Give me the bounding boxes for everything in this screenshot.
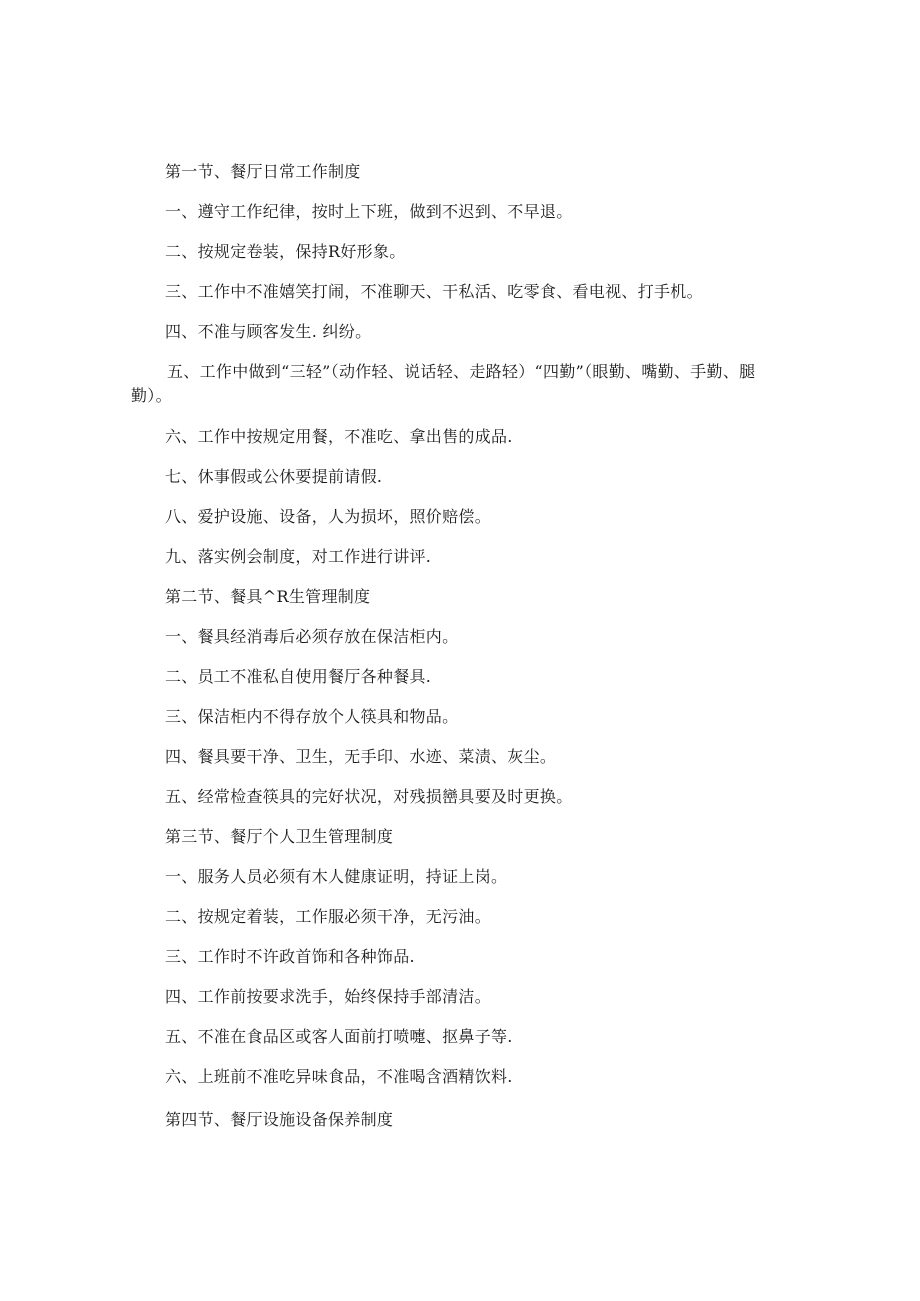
paragraph-line: 九、落实例会制度，对工作进行讲评. [165,547,432,566]
paragraph-line: 六、上班前不准吃异味食品，不准喝含酒精饮料. [165,1067,513,1086]
paragraph-line: 一、服务人员必须有木人健康证明，持证上岗。 [165,867,508,886]
paragraph-line: 五、不准在食品区或客人面前打喷嚏、抠鼻子等. [165,1027,513,1046]
paragraph-line: 四、工作前按要求洗手，始终保持手部清洁。 [165,987,492,1006]
paragraph-line: 三、工作中不准嬉笑打闹，不准聊天、干私活、吃零食、看电视、打手机。 [165,282,703,301]
paragraph-line: 五、经常检查筷具的完好状况，对残损巒具要及时更换。 [165,787,573,806]
section-heading-2: 第二节、餐具^R生管理制度 [165,587,371,606]
paragraph-line: 六、工作中按规定用餐，不准吃、拿出售的成品. [165,427,513,446]
paragraph-line: 二、按规定着装，工作服必须干净，无污油。 [165,907,492,926]
paragraph-line: 二、员工不准私自使用餐厅各种餐具. [165,667,432,686]
paragraph-line: 四、餐具要干净、卫生，无手印、水迹、菜渍、灰尘。 [165,747,557,766]
paragraph-line: 七、休事假或公休要提前请假. [165,467,383,486]
paragraph-line: 八、爱护设施、设备，人为损坏，照价赔偿。 [165,507,492,526]
section-heading-1: 第一节、餐厅日常工作制度 [165,162,361,181]
section-heading-4: 第四节、餐厅设施设备保养制度 [165,1110,394,1129]
paragraph-line-wrapped: 五、工作中做到“三轻”（动作轻、说话轻、走路轻）“四勤”（眼勤、嘴勤、手勤、腿勤）。 [131,362,756,405]
paragraph-line: 二、按规定卷装，保持R好形象。 [165,242,406,261]
paragraph-line: 三、保洁柜内不得存放个人筷具和物品。 [165,707,459,726]
paragraph-line: 一、遵守工作纪律，按时上下班，做到不迟到、不早退。 [165,202,573,221]
section-heading-3: 第三节、餐厅个人卫生管理制度 [165,827,394,846]
paragraph-line: 一、餐具经消毒后必须存放在保洁柜内。 [165,627,459,646]
paragraph-line: 四、不准与顾客发生. 纠纷。 [165,322,372,341]
paragraph-line: 三、工作时不许政首饰和各种饰品. [165,947,415,966]
